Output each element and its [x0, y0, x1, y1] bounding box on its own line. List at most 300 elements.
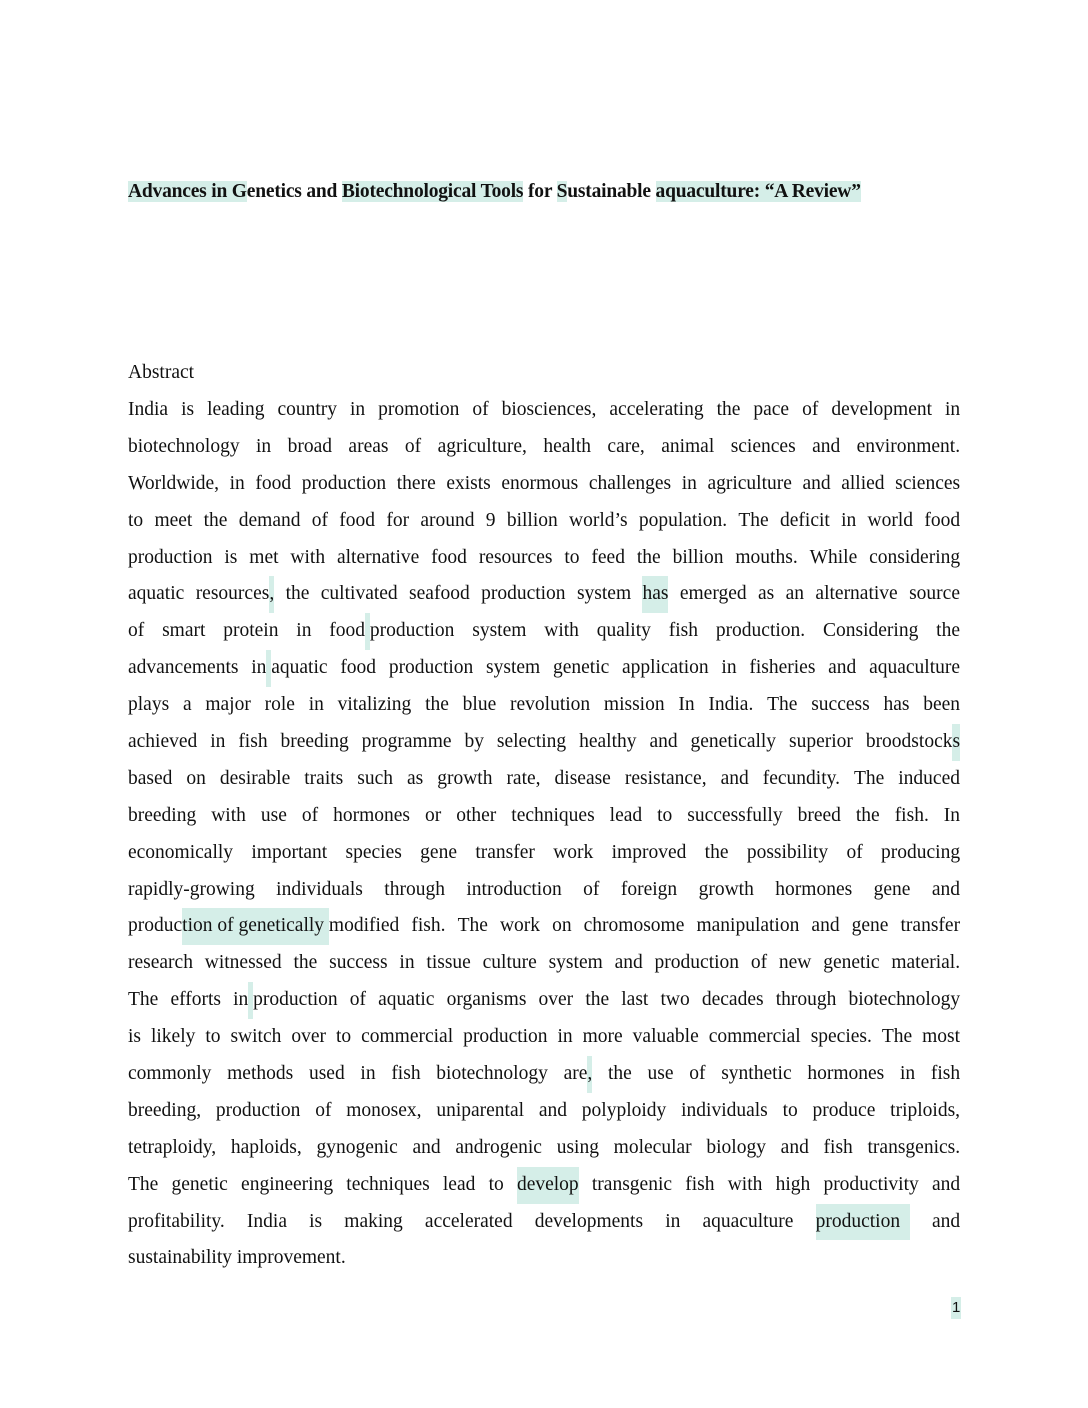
word: The: [881, 1026, 913, 1048]
word: based: [128, 767, 173, 789]
word: induced: [898, 767, 960, 789]
word: promotion: [378, 399, 460, 420]
word: there: [396, 472, 436, 494]
word: of: [802, 399, 819, 420]
word: areas: [348, 435, 389, 457]
word: The: [128, 989, 159, 1011]
title-text: ustainable: [567, 181, 656, 202]
word: tetraploidy,: [128, 1136, 217, 1158]
word: introduction: [466, 878, 562, 900]
word: produc: [128, 915, 183, 937]
word: individuals: [276, 878, 363, 900]
word: of: [301, 804, 319, 826]
word: last: [621, 989, 649, 1011]
word: transgenic: [591, 1173, 673, 1195]
word: work: [553, 841, 594, 863]
word: an: [785, 583, 805, 605]
word: using: [556, 1136, 599, 1158]
word: fish: [391, 1063, 421, 1085]
word: the: [936, 620, 960, 642]
word: India.: [708, 694, 754, 716]
word: haploids,: [230, 1136, 302, 1158]
word: success: [811, 694, 870, 716]
word: over: [291, 1026, 326, 1048]
title-text: enetics and: [246, 181, 342, 202]
word: of: [846, 841, 863, 863]
word: organisms: [446, 989, 527, 1011]
word: two: [660, 989, 690, 1011]
word: resources: [478, 546, 553, 568]
word: in: [308, 694, 324, 716]
text-line: [128, 687, 960, 724]
word: population.: [638, 509, 728, 531]
word: and: [802, 472, 831, 494]
word: billion: [506, 509, 558, 531]
word: aquaculture: [702, 1210, 794, 1232]
word: leading: [207, 399, 265, 420]
word: sciences: [895, 472, 961, 494]
word: of: [404, 435, 422, 457]
word: and: [931, 878, 961, 900]
word: triploids,: [890, 1099, 961, 1121]
word: used: [308, 1063, 345, 1085]
word: producing: [881, 841, 961, 863]
highlighted-text: ,: [587, 1056, 592, 1093]
highlighted-text: Advances in G: [128, 181, 247, 202]
word: witnessed: [204, 952, 282, 974]
word: application: [622, 657, 709, 679]
word: broodstock: [865, 731, 953, 753]
word: improved: [611, 841, 687, 863]
word: role: [264, 694, 295, 716]
word: enormous: [501, 472, 579, 494]
word: likely: [150, 1026, 196, 1048]
word: is: [309, 1210, 323, 1232]
word: health: [543, 435, 591, 457]
word: hormones: [775, 878, 853, 900]
word: food: [340, 657, 377, 679]
word: and: [812, 435, 841, 457]
word: in: [251, 657, 267, 679]
highlighted-text: tion of genetically: [182, 908, 329, 945]
word: broad: [287, 435, 332, 457]
word: meet: [154, 509, 193, 531]
word: protein: [223, 620, 279, 642]
word: and: [412, 1136, 441, 1158]
word: with: [544, 620, 579, 642]
word: pace: [753, 399, 790, 420]
word: biotechnology: [436, 1063, 548, 1085]
text-line: [128, 1056, 960, 1093]
word: species: [345, 841, 402, 863]
highlighted-text: has: [642, 576, 668, 613]
word: production: [128, 546, 213, 568]
word: in: [229, 472, 245, 494]
word: switch: [230, 1026, 282, 1048]
word: manipulation: [696, 915, 800, 937]
word: and: [931, 1173, 961, 1195]
text-line: [128, 1167, 960, 1204]
word: of: [750, 952, 768, 974]
word: food: [924, 509, 961, 531]
word: breeding,: [128, 1099, 202, 1121]
word: advancements: [128, 657, 239, 679]
word: considering: [869, 546, 961, 568]
word: transfer: [475, 841, 535, 863]
word: research: [128, 952, 193, 974]
word: around: [420, 509, 475, 531]
word: environment.: [856, 435, 961, 457]
text-line: [128, 613, 960, 650]
word: of: [315, 1099, 332, 1121]
text-line: [128, 908, 960, 945]
word: In: [678, 694, 695, 716]
word: accelerated: [424, 1210, 513, 1232]
word: system: [486, 657, 541, 679]
word: has: [883, 694, 910, 716]
word: desirable: [219, 767, 291, 789]
word: production: [481, 583, 566, 605]
page-number: 1: [951, 1297, 961, 1319]
word: The: [853, 767, 885, 789]
word: with: [211, 804, 246, 826]
word: of: [583, 878, 600, 900]
word: the: [704, 841, 729, 863]
word: modified: [328, 915, 400, 937]
word: high: [775, 1173, 811, 1195]
word: genetic: [552, 657, 610, 679]
text-line: [128, 466, 960, 503]
text-line: [128, 798, 960, 835]
word: work: [499, 915, 541, 937]
word: economically: [128, 841, 234, 863]
word: and: [828, 657, 857, 679]
word: by: [464, 731, 484, 753]
word: transfer: [900, 915, 961, 937]
text-line: [128, 540, 960, 577]
word: fish.: [411, 915, 446, 937]
word: fish: [930, 1063, 961, 1085]
word: more: [582, 1026, 623, 1048]
word: monosex,: [346, 1099, 422, 1121]
word: fecundity.: [762, 767, 840, 789]
word: aquaculture: [869, 657, 961, 679]
word: achieved: [128, 731, 198, 753]
word: molecular: [613, 1136, 692, 1158]
word: alternative: [815, 583, 898, 605]
word: biosciences,: [501, 399, 597, 420]
text-line: [128, 945, 960, 982]
word: billion: [672, 546, 724, 568]
word: gene: [851, 915, 889, 937]
word: The: [457, 915, 488, 937]
word: engineering: [241, 1173, 334, 1195]
word: production: [215, 1099, 301, 1121]
word: culture: [482, 952, 537, 974]
word: with: [290, 546, 326, 568]
word: of: [689, 1063, 706, 1085]
word: biotechnology: [128, 435, 240, 457]
word: chromosome: [583, 915, 685, 937]
word: of: [349, 989, 367, 1011]
word: accelerating: [609, 399, 704, 420]
word: food: [339, 509, 376, 531]
word: in: [360, 1063, 376, 1085]
word: source: [909, 583, 960, 605]
word: 9: [485, 509, 496, 531]
word: plays: [128, 694, 170, 716]
word: agriculture: [707, 472, 792, 494]
word: production: [369, 620, 455, 642]
word: challenges: [588, 472, 672, 494]
highlighted-text: develop: [517, 1167, 579, 1204]
word: productivity: [823, 1173, 919, 1195]
word: synthetic: [721, 1063, 792, 1085]
word: In: [943, 804, 961, 826]
word: and: [614, 952, 643, 974]
word: methods: [227, 1063, 294, 1085]
word: commercial: [708, 1026, 801, 1048]
text-line: [128, 761, 960, 798]
text-line: [128, 724, 960, 761]
word: gene: [873, 878, 911, 900]
word: Worldwide,: [128, 472, 220, 494]
word: in: [557, 1026, 573, 1048]
word: India: [246, 1210, 287, 1232]
word: development: [831, 399, 933, 420]
word: and: [811, 915, 840, 937]
word: rate,: [506, 767, 541, 789]
word: superior: [788, 731, 853, 753]
word: The: [767, 694, 798, 716]
word: biotechnology: [848, 989, 961, 1011]
word: use: [260, 804, 287, 826]
word: and: [780, 1136, 809, 1158]
word: programme: [361, 731, 452, 753]
highlighted-text: S: [556, 181, 568, 202]
word: to: [564, 546, 580, 568]
word: possibility: [746, 841, 829, 863]
word: been: [923, 694, 961, 716]
word: mouths.: [735, 546, 798, 568]
word: fish: [685, 1173, 715, 1195]
word: care,: [607, 435, 645, 457]
word: gene: [420, 841, 457, 863]
word: as: [406, 767, 424, 789]
abstract-heading: Abstract: [128, 362, 195, 383]
word: with: [727, 1173, 763, 1195]
word: vitalizing: [337, 694, 412, 716]
word: The: [738, 509, 769, 531]
word: allied: [841, 472, 885, 494]
word: new: [778, 952, 812, 974]
word: fish: [668, 620, 698, 642]
text-line: [128, 982, 960, 1019]
word: or: [424, 804, 442, 826]
word: over: [538, 989, 574, 1011]
word: to: [657, 804, 673, 826]
word: growth: [437, 767, 493, 789]
word: growth: [698, 878, 754, 900]
word: India: [128, 399, 169, 420]
word: exists: [446, 472, 491, 494]
text-line: [128, 429, 960, 466]
word: world: [867, 509, 914, 531]
word: foreign: [620, 878, 678, 900]
word: fish: [238, 731, 268, 753]
word: hormones: [807, 1063, 885, 1085]
word: world’s: [569, 509, 628, 531]
word: androgenic: [455, 1136, 542, 1158]
word: the: [716, 399, 741, 420]
word: the: [636, 546, 661, 568]
word: the: [607, 1063, 632, 1085]
word: polyploidy: [581, 1099, 667, 1121]
word: resources: [195, 583, 270, 605]
word: breed: [797, 804, 841, 826]
word: fish.: [894, 804, 929, 826]
word: the: [285, 583, 310, 605]
word: material.: [891, 952, 961, 974]
title-text: for: [523, 181, 557, 202]
word: food: [329, 620, 366, 642]
word: as: [758, 583, 775, 605]
word: genetic: [171, 1173, 228, 1195]
text-line: [128, 650, 960, 687]
word: to: [335, 1026, 352, 1048]
word: disease: [554, 767, 611, 789]
text-line: [128, 1093, 960, 1130]
word: in: [945, 399, 961, 420]
word: Considering: [823, 620, 919, 642]
word: are: [563, 1063, 588, 1085]
word: healthy: [579, 731, 637, 753]
word: success: [329, 952, 388, 974]
word: breeding: [128, 804, 197, 826]
word: rapidly-growing: [128, 878, 255, 900]
word: techniques: [511, 804, 595, 826]
word: techniques: [346, 1173, 430, 1195]
word: species.: [810, 1026, 872, 1048]
word: demand: [238, 509, 301, 531]
word: uniparental: [436, 1099, 525, 1121]
word: fisheries: [749, 657, 816, 679]
word: tissue: [426, 952, 471, 974]
word: production: [388, 657, 474, 679]
word: in: [233, 989, 249, 1011]
word: The: [128, 1173, 159, 1195]
highlighted-text: s: [952, 724, 960, 761]
word: quality: [596, 620, 651, 642]
word: a: [182, 694, 192, 716]
word: is: [181, 399, 195, 420]
abstract-body: [128, 392, 960, 1277]
word: of: [128, 620, 145, 642]
word: successfully: [687, 804, 783, 826]
word: selecting: [496, 731, 567, 753]
word: the: [855, 804, 880, 826]
word: in: [399, 952, 415, 974]
text-line: [128, 1240, 960, 1277]
word: through: [775, 989, 837, 1011]
word: the: [203, 509, 228, 531]
word: in: [899, 1063, 916, 1085]
text-line: [128, 872, 960, 909]
word: efforts: [170, 989, 221, 1011]
word: system: [576, 583, 632, 605]
word: individuals: [681, 1099, 768, 1121]
word: is: [224, 546, 238, 568]
text-line: [128, 835, 960, 872]
word: through: [384, 878, 445, 900]
word: valuable: [632, 1026, 699, 1048]
word: to: [488, 1173, 504, 1195]
word: making: [344, 1210, 403, 1232]
word: in: [681, 472, 697, 494]
word: developments: [534, 1210, 644, 1232]
word: most: [922, 1026, 961, 1048]
word: met: [249, 546, 279, 568]
word: gynogenic: [316, 1136, 398, 1158]
word: the: [293, 952, 318, 974]
word: such: [357, 767, 393, 789]
word: blue: [462, 694, 497, 716]
word: decades: [701, 989, 764, 1011]
word: aquatic: [271, 657, 328, 679]
highlighted-text: aquaculture: “A Review”: [655, 181, 861, 202]
word: biology: [706, 1136, 766, 1158]
word: and: [720, 767, 749, 789]
word: and: [538, 1099, 567, 1121]
word: system: [472, 620, 527, 642]
word: in: [721, 657, 737, 679]
word: alternative: [336, 546, 420, 568]
word: and: [931, 1210, 961, 1232]
word: transgenics.: [867, 1136, 961, 1158]
word: important: [251, 841, 328, 863]
word: is: [128, 1026, 142, 1048]
word: While: [809, 546, 858, 568]
text-line: [128, 392, 960, 429]
word: animal: [661, 435, 715, 457]
word: genetically: [690, 731, 777, 753]
word: and: [649, 731, 678, 753]
word: in: [665, 1210, 681, 1232]
word: production: [253, 989, 338, 1011]
word: system: [548, 952, 603, 974]
word: breeding: [280, 731, 349, 753]
word: resistance,: [624, 767, 707, 789]
text-line: [128, 1019, 960, 1056]
word: lead: [609, 804, 643, 826]
word: produce: [812, 1099, 876, 1121]
word: lead: [442, 1173, 476, 1195]
word: major: [205, 694, 251, 716]
word: on: [186, 767, 206, 789]
word: feed: [591, 546, 625, 568]
word: aquatic: [128, 583, 185, 605]
word: genetic: [823, 952, 880, 974]
word: the: [425, 694, 449, 716]
word: hormones: [333, 804, 410, 826]
word: use: [647, 1063, 674, 1085]
word: profitability.: [128, 1210, 225, 1232]
word: to: [782, 1099, 798, 1121]
text-line: [128, 576, 960, 613]
word: in: [350, 399, 366, 420]
word: revolution: [510, 694, 591, 716]
word: seafood: [409, 583, 470, 605]
